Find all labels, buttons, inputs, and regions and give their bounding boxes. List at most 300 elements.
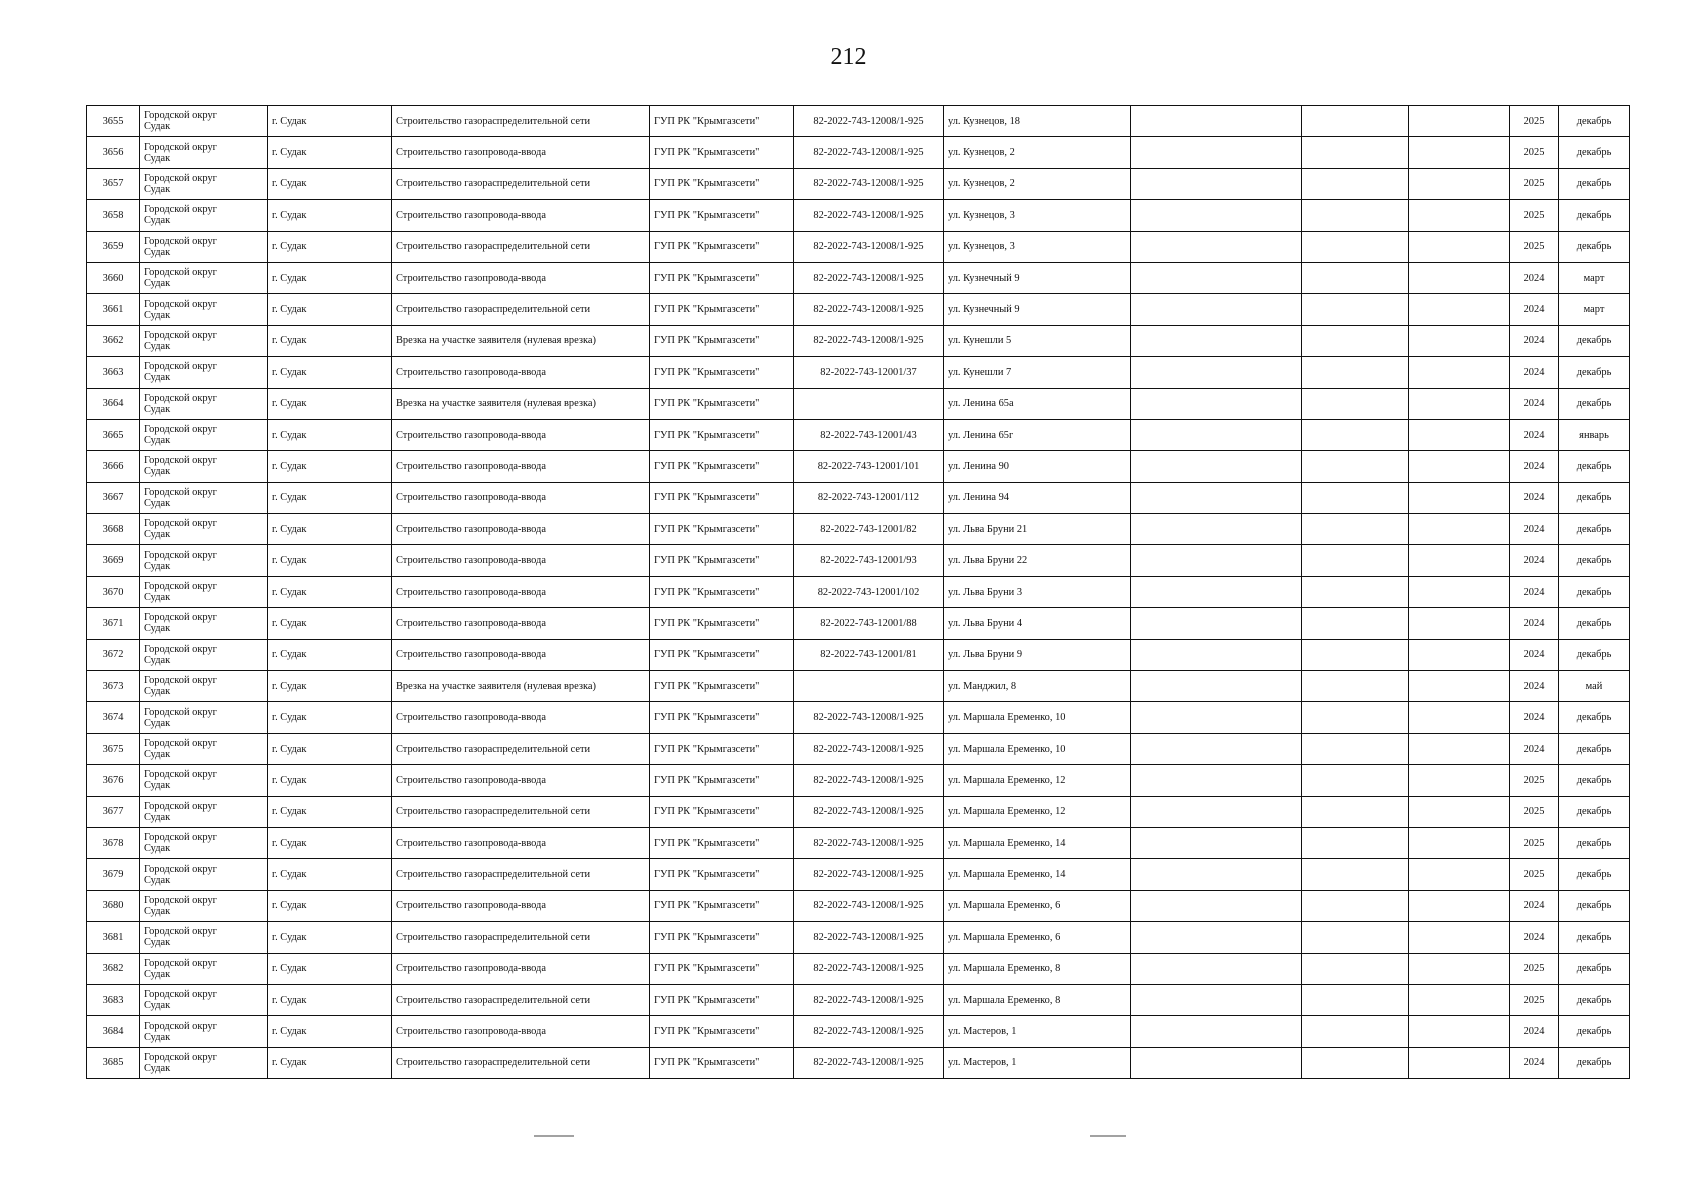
organization-cell: ГУП РК "Крымгазсети" xyxy=(650,1016,794,1047)
organization-cell: ГУП РК "Крымгазсети" xyxy=(650,451,794,482)
city-cell: г. Судак xyxy=(268,796,392,827)
work-type-cell: Строительство газопровода-ввода xyxy=(392,953,650,984)
empty-cell xyxy=(1409,451,1510,482)
organization-cell: ГУП РК "Крымгазсети" xyxy=(650,733,794,764)
year-cell: 2024 xyxy=(1510,451,1559,482)
row-number: 3656 xyxy=(87,137,140,168)
district-line: Городской округ xyxy=(144,769,217,781)
city-cell: г. Судак xyxy=(268,1016,392,1047)
application-code-cell: 82-2022-743-12001/88 xyxy=(794,608,944,639)
month-cell: декабрь xyxy=(1559,922,1630,953)
district-cell xyxy=(140,357,268,388)
empty-cell xyxy=(1302,1047,1409,1078)
empty-cell xyxy=(1409,294,1510,325)
address-cell: ул. Маршала Еременко, 10 xyxy=(944,702,1131,733)
address-cell: ул. Мастеров, 1 xyxy=(944,1047,1131,1078)
table-row xyxy=(87,357,1630,388)
empty-cell xyxy=(1409,137,1510,168)
empty-cell xyxy=(1131,796,1302,827)
empty-cell xyxy=(1302,325,1409,356)
row-number: 3666 xyxy=(87,451,140,482)
organization-cell: ГУП РК "Крымгазсети" xyxy=(650,576,794,607)
empty-cell xyxy=(1302,984,1409,1015)
row-number: 3676 xyxy=(87,765,140,796)
row-number: 3679 xyxy=(87,859,140,890)
table-row xyxy=(87,200,1630,231)
empty-cell xyxy=(1302,168,1409,199)
empty-cell xyxy=(1409,106,1510,137)
empty-cell xyxy=(1302,545,1409,576)
district-line: Городской округ xyxy=(144,392,217,404)
application-code-cell: 82-2022-743-12001/101 xyxy=(794,451,944,482)
organization-cell: ГУП РК "Крымгазсети" xyxy=(650,137,794,168)
city-cell: г. Судак xyxy=(268,984,392,1015)
empty-cell xyxy=(1302,827,1409,858)
empty-cell xyxy=(1131,451,1302,482)
empty-cell xyxy=(1302,576,1409,607)
month-cell: март xyxy=(1559,262,1630,293)
month-cell: декабрь xyxy=(1559,1047,1630,1078)
row-number: 3659 xyxy=(87,231,140,262)
row-number: 3682 xyxy=(87,953,140,984)
empty-cell xyxy=(1409,796,1510,827)
empty-cell xyxy=(1302,733,1409,764)
address-cell: ул. Маршала Еременко, 14 xyxy=(944,859,1131,890)
month-cell: декабрь xyxy=(1559,953,1630,984)
address-cell: ул. Маршала Еременко, 6 xyxy=(944,890,1131,921)
application-code-cell: 82-2022-743-12008/1-925 xyxy=(794,137,944,168)
empty-cell xyxy=(1131,922,1302,953)
empty-cell xyxy=(1131,419,1302,450)
year-cell: 2024 xyxy=(1510,639,1559,670)
address-cell: ул. Маршала Еременко, 12 xyxy=(944,765,1131,796)
district-line: Городской округ xyxy=(144,235,217,247)
empty-cell xyxy=(1409,702,1510,733)
year-cell: 2024 xyxy=(1510,1016,1559,1047)
application-code-cell: 82-2022-743-12008/1-925 xyxy=(794,168,944,199)
address-cell: ул. Кунешли 7 xyxy=(944,357,1131,388)
work-type-cell: Строительство газораспределительной сети xyxy=(392,294,650,325)
table-row xyxy=(87,890,1630,921)
month-cell: декабрь xyxy=(1559,357,1630,388)
empty-cell xyxy=(1409,953,1510,984)
table-row xyxy=(87,1016,1630,1047)
district-line: Городской округ xyxy=(144,267,217,279)
row-number: 3668 xyxy=(87,514,140,545)
city-cell: г. Судак xyxy=(268,608,392,639)
organization-cell: ГУП РК "Крымгазсети" xyxy=(650,608,794,639)
district-line: Городской округ xyxy=(144,738,217,749)
application-code-cell: 82-2022-743-12008/1-925 xyxy=(794,106,944,137)
organization-cell: ГУП РК "Крымгазсети" xyxy=(650,827,794,858)
district-line: Городской округ xyxy=(144,329,217,341)
address-cell: ул. Кузнечный 9 xyxy=(944,294,1131,325)
district-line: Городской округ xyxy=(144,800,217,812)
year-cell: 2024 xyxy=(1510,262,1559,293)
city-cell: г. Судак xyxy=(268,357,392,388)
empty-cell xyxy=(1302,953,1409,984)
work-type-cell: Строительство газопровода-ввода xyxy=(392,200,650,231)
empty-cell xyxy=(1409,482,1510,513)
row-number: 3680 xyxy=(87,890,140,921)
year-cell: 2024 xyxy=(1510,890,1559,921)
district-line: Судак xyxy=(144,560,171,572)
district-cell xyxy=(140,608,268,639)
district-cell xyxy=(140,890,268,921)
district-line: Судак xyxy=(144,1000,171,1012)
month-cell: декабрь xyxy=(1559,168,1630,199)
district-cell xyxy=(140,1047,268,1078)
empty-cell xyxy=(1409,765,1510,796)
empty-cell xyxy=(1302,482,1409,513)
address-cell: ул. Кузнецов, 3 xyxy=(944,231,1131,262)
district-cell xyxy=(140,671,268,702)
empty-cell xyxy=(1131,106,1302,137)
organization-cell: ГУП РК "Крымгазсети" xyxy=(650,671,794,702)
empty-cell xyxy=(1302,419,1409,450)
empty-cell xyxy=(1409,231,1510,262)
district-line: Городской округ xyxy=(144,549,217,561)
organization-cell: ГУП РК "Крымгазсети" xyxy=(650,702,794,733)
year-cell: 2024 xyxy=(1510,482,1559,513)
address-cell: ул. Льва Бруни 4 xyxy=(944,608,1131,639)
application-code-cell: 82-2022-743-12001/112 xyxy=(794,482,944,513)
year-cell: 2025 xyxy=(1510,796,1559,827)
application-code-cell: 82-2022-743-12008/1-925 xyxy=(794,262,944,293)
table-row xyxy=(87,451,1630,482)
district-cell xyxy=(140,984,268,1015)
district-line: Городской округ xyxy=(144,361,217,373)
row-number: 3684 xyxy=(87,1016,140,1047)
year-cell: 2025 xyxy=(1510,137,1559,168)
work-type-cell: Строительство газопровода-ввода xyxy=(392,639,650,670)
district-cell xyxy=(140,733,268,764)
empty-cell xyxy=(1131,514,1302,545)
address-cell: ул. Маршала Еременко, 8 xyxy=(944,984,1131,1015)
row-number: 3672 xyxy=(87,639,140,670)
district-line: Городской округ xyxy=(144,110,217,122)
address-cell: ул. Льва Бруни 21 xyxy=(944,514,1131,545)
empty-cell xyxy=(1131,890,1302,921)
district-line: Судак xyxy=(144,466,171,478)
application-code-cell: 82-2022-743-12001/102 xyxy=(794,576,944,607)
row-number: 3663 xyxy=(87,357,140,388)
empty-cell xyxy=(1131,294,1302,325)
table-row xyxy=(87,765,1630,796)
empty-cell xyxy=(1302,796,1409,827)
city-cell: г. Судак xyxy=(268,765,392,796)
year-cell: 2025 xyxy=(1510,984,1559,1015)
address-cell: ул. Маршала Еременко, 12 xyxy=(944,796,1131,827)
city-cell: г. Судак xyxy=(268,137,392,168)
organization-cell: ГУП РК "Крымгазсети" xyxy=(650,388,794,419)
table-row xyxy=(87,702,1630,733)
empty-cell xyxy=(1409,1047,1510,1078)
table-row xyxy=(87,231,1630,262)
table-row xyxy=(87,984,1630,1015)
district-line: Судак xyxy=(144,529,171,541)
application-code-cell: 82-2022-743-12008/1-925 xyxy=(794,922,944,953)
month-cell: декабрь xyxy=(1559,106,1630,137)
empty-cell xyxy=(1409,733,1510,764)
row-number: 3674 xyxy=(87,702,140,733)
organization-cell: ГУП РК "Крымгазсети" xyxy=(650,419,794,450)
table-body xyxy=(87,106,1630,1079)
row-number: 3675 xyxy=(87,733,140,764)
address-cell: ул. Ленина 90 xyxy=(944,451,1131,482)
empty-cell xyxy=(1131,576,1302,607)
city-cell: г. Судак xyxy=(268,1047,392,1078)
empty-cell xyxy=(1302,859,1409,890)
empty-cell xyxy=(1131,262,1302,293)
row-number: 3655 xyxy=(87,106,140,137)
district-line: Судак xyxy=(144,717,171,729)
month-cell: декабрь xyxy=(1559,451,1630,482)
empty-cell xyxy=(1131,168,1302,199)
district-line: Судак xyxy=(144,905,171,917)
year-cell: 2025 xyxy=(1510,827,1559,858)
application-code-cell: 82-2022-743-12008/1-925 xyxy=(794,294,944,325)
organization-cell: ГУП РК "Крымгазсети" xyxy=(650,953,794,984)
month-cell: январь xyxy=(1559,419,1630,450)
city-cell: г. Судак xyxy=(268,231,392,262)
district-cell xyxy=(140,922,268,953)
row-number: 3683 xyxy=(87,984,140,1015)
district-cell xyxy=(140,106,268,137)
row-number: 3671 xyxy=(87,608,140,639)
work-type-cell: Строительство газопровода-ввода xyxy=(392,137,650,168)
empty-cell xyxy=(1302,200,1409,231)
table-row xyxy=(87,168,1630,199)
district-cell xyxy=(140,325,268,356)
row-number: 3657 xyxy=(87,168,140,199)
district-line: Судак xyxy=(144,874,171,886)
district-line: Судак xyxy=(144,968,171,980)
month-cell: декабрь xyxy=(1559,137,1630,168)
table-row xyxy=(87,106,1630,137)
district-line: Городской округ xyxy=(144,989,217,1001)
empty-cell xyxy=(1302,388,1409,419)
address-cell: ул. Кузнечный 9 xyxy=(944,262,1131,293)
application-code-cell: 82-2022-743-12001/82 xyxy=(794,514,944,545)
organization-cell: ГУП РК "Крымгазсети" xyxy=(650,545,794,576)
month-cell: декабрь xyxy=(1559,231,1630,262)
empty-cell xyxy=(1131,827,1302,858)
city-cell: г. Судак xyxy=(268,671,392,702)
empty-cell xyxy=(1131,859,1302,890)
district-line: Судак xyxy=(144,592,171,604)
table-row xyxy=(87,796,1630,827)
district-line: Городской округ xyxy=(144,863,217,875)
district-line: Судак xyxy=(144,435,171,447)
district-line: Городской округ xyxy=(144,675,217,687)
empty-cell xyxy=(1131,953,1302,984)
year-cell: 2024 xyxy=(1510,576,1559,607)
row-number: 3678 xyxy=(87,827,140,858)
row-number: 3677 xyxy=(87,796,140,827)
district-line: Судак xyxy=(144,152,171,164)
organization-cell: ГУП РК "Крымгазсети" xyxy=(650,514,794,545)
city-cell: г. Судак xyxy=(268,576,392,607)
city-cell: г. Судак xyxy=(268,294,392,325)
address-cell: ул. Ленина 94 xyxy=(944,482,1131,513)
work-type-cell: Врезка на участке заявителя (нулевая врезка) xyxy=(392,325,650,356)
page-number: 212 xyxy=(830,44,867,70)
district-line: Городской округ xyxy=(144,1020,217,1032)
district-line: Судак xyxy=(144,843,171,855)
district-line: Судак xyxy=(144,278,171,290)
work-type-cell: Врезка на участке заявителя (нулевая врезка) xyxy=(392,388,650,419)
district-line: Судак xyxy=(144,121,171,133)
address-cell: ул. Кузнецов, 2 xyxy=(944,168,1131,199)
application-code-cell: 82-2022-743-12001/93 xyxy=(794,545,944,576)
empty-cell xyxy=(1131,231,1302,262)
application-code-cell: 82-2022-743-12008/1-925 xyxy=(794,984,944,1015)
address-cell: ул. Льва Бруни 3 xyxy=(944,576,1131,607)
district-cell xyxy=(140,419,268,450)
application-code-cell xyxy=(794,671,944,702)
empty-cell xyxy=(1409,576,1510,607)
table-row xyxy=(87,953,1630,984)
empty-cell xyxy=(1409,608,1510,639)
table-row xyxy=(87,482,1630,513)
district-cell xyxy=(140,482,268,513)
work-type-cell: Строительство газопровода-ввода xyxy=(392,357,650,388)
district-cell xyxy=(140,859,268,890)
row-number: 3660 xyxy=(87,262,140,293)
empty-cell xyxy=(1302,137,1409,168)
month-cell: декабрь xyxy=(1559,733,1630,764)
table-row xyxy=(87,922,1630,953)
district-line: Городской округ xyxy=(144,581,217,593)
city-cell: г. Судак xyxy=(268,545,392,576)
district-line: Городской округ xyxy=(144,204,217,216)
work-type-cell: Строительство газораспределительной сети xyxy=(392,859,650,890)
year-cell: 2024 xyxy=(1510,514,1559,545)
row-number: 3673 xyxy=(87,671,140,702)
application-code-cell: 82-2022-743-12008/1-925 xyxy=(794,859,944,890)
year-cell: 2024 xyxy=(1510,608,1559,639)
empty-cell xyxy=(1302,608,1409,639)
work-type-cell: Строительство газопровода-ввода xyxy=(392,1016,650,1047)
application-code-cell: 82-2022-743-12008/1-925 xyxy=(794,827,944,858)
empty-cell xyxy=(1409,325,1510,356)
year-cell: 2024 xyxy=(1510,325,1559,356)
table-row xyxy=(87,859,1630,890)
district-line: Судак xyxy=(144,937,171,949)
city-cell: г. Судак xyxy=(268,419,392,450)
month-cell: декабрь xyxy=(1559,482,1630,513)
address-cell: ул. Ленина 65а xyxy=(944,388,1131,419)
address-cell: ул. Манджил, 8 xyxy=(944,671,1131,702)
address-cell: ул. Кузнецов, 2 xyxy=(944,137,1131,168)
row-number: 3670 xyxy=(87,576,140,607)
city-cell: г. Судак xyxy=(268,827,392,858)
row-number: 3661 xyxy=(87,294,140,325)
district-line: Судак xyxy=(144,309,171,321)
district-cell xyxy=(140,388,268,419)
district-line: Городской округ xyxy=(144,926,217,938)
empty-cell xyxy=(1409,388,1510,419)
empty-cell xyxy=(1302,357,1409,388)
district-line: Судак xyxy=(144,372,171,384)
organization-cell: ГУП РК "Крымгазсети" xyxy=(650,231,794,262)
empty-cell xyxy=(1409,1016,1510,1047)
organization-cell: ГУП РК "Крымгазсети" xyxy=(650,1047,794,1078)
work-type-cell: Строительство газопровода-ввода xyxy=(392,702,650,733)
work-type-cell: Строительство газопровода-ввода xyxy=(392,262,650,293)
organization-cell: ГУП РК "Крымгазсети" xyxy=(650,357,794,388)
application-code-cell: 82-2022-743-12008/1-925 xyxy=(794,1047,944,1078)
district-line: Городской округ xyxy=(144,172,217,184)
row-number: 3658 xyxy=(87,200,140,231)
empty-cell xyxy=(1131,671,1302,702)
district-line: Городской округ xyxy=(144,706,217,718)
month-cell: декабрь xyxy=(1559,388,1630,419)
work-type-cell: Строительство газопровода-ввода xyxy=(392,608,650,639)
table-row xyxy=(87,419,1630,450)
application-code-cell: 82-2022-743-12008/1-925 xyxy=(794,796,944,827)
work-type-cell: Строительство газораспределительной сети xyxy=(392,1047,650,1078)
district-cell xyxy=(140,294,268,325)
table-row xyxy=(87,608,1630,639)
application-code-cell: 82-2022-743-12001/43 xyxy=(794,419,944,450)
year-cell: 2025 xyxy=(1510,200,1559,231)
organization-cell: ГУП РК "Крымгазсети" xyxy=(650,262,794,293)
city-cell: г. Судак xyxy=(268,702,392,733)
empty-cell xyxy=(1302,890,1409,921)
table-row xyxy=(87,827,1630,858)
district-line: Городской округ xyxy=(144,832,217,844)
empty-cell xyxy=(1409,922,1510,953)
application-code-cell: 82-2022-743-12008/1-925 xyxy=(794,702,944,733)
empty-cell xyxy=(1409,671,1510,702)
address-cell: ул. Маршала Еременко, 10 xyxy=(944,733,1131,764)
scan-artifact xyxy=(1090,1135,1126,1137)
district-cell xyxy=(140,451,268,482)
empty-cell xyxy=(1302,231,1409,262)
empty-cell xyxy=(1409,419,1510,450)
application-code-cell: 82-2022-743-12001/81 xyxy=(794,639,944,670)
year-cell: 2024 xyxy=(1510,671,1559,702)
district-cell xyxy=(140,200,268,231)
month-cell: декабрь xyxy=(1559,545,1630,576)
empty-cell xyxy=(1131,639,1302,670)
city-cell: г. Судак xyxy=(268,262,392,293)
work-type-cell: Строительство газораспределительной сети xyxy=(392,168,650,199)
empty-cell xyxy=(1131,137,1302,168)
row-number: 3664 xyxy=(87,388,140,419)
address-cell: ул. Кузнецов, 3 xyxy=(944,200,1131,231)
application-code-cell: 82-2022-743-12008/1-925 xyxy=(794,1016,944,1047)
address-cell: ул. Льва Бруни 22 xyxy=(944,545,1131,576)
row-number: 3662 xyxy=(87,325,140,356)
empty-cell xyxy=(1409,890,1510,921)
city-cell: г. Судак xyxy=(268,890,392,921)
table-row xyxy=(87,1047,1630,1078)
empty-cell xyxy=(1409,200,1510,231)
application-code-cell: 82-2022-743-12008/1-925 xyxy=(794,890,944,921)
application-code-cell: 82-2022-743-12008/1-925 xyxy=(794,200,944,231)
district-line: Городской округ xyxy=(144,957,217,969)
table-row xyxy=(87,671,1630,702)
empty-cell xyxy=(1409,168,1510,199)
empty-cell xyxy=(1302,922,1409,953)
month-cell: декабрь xyxy=(1559,200,1630,231)
district-line: Судак xyxy=(144,497,171,509)
table-row xyxy=(87,294,1630,325)
year-cell: 2024 xyxy=(1510,388,1559,419)
